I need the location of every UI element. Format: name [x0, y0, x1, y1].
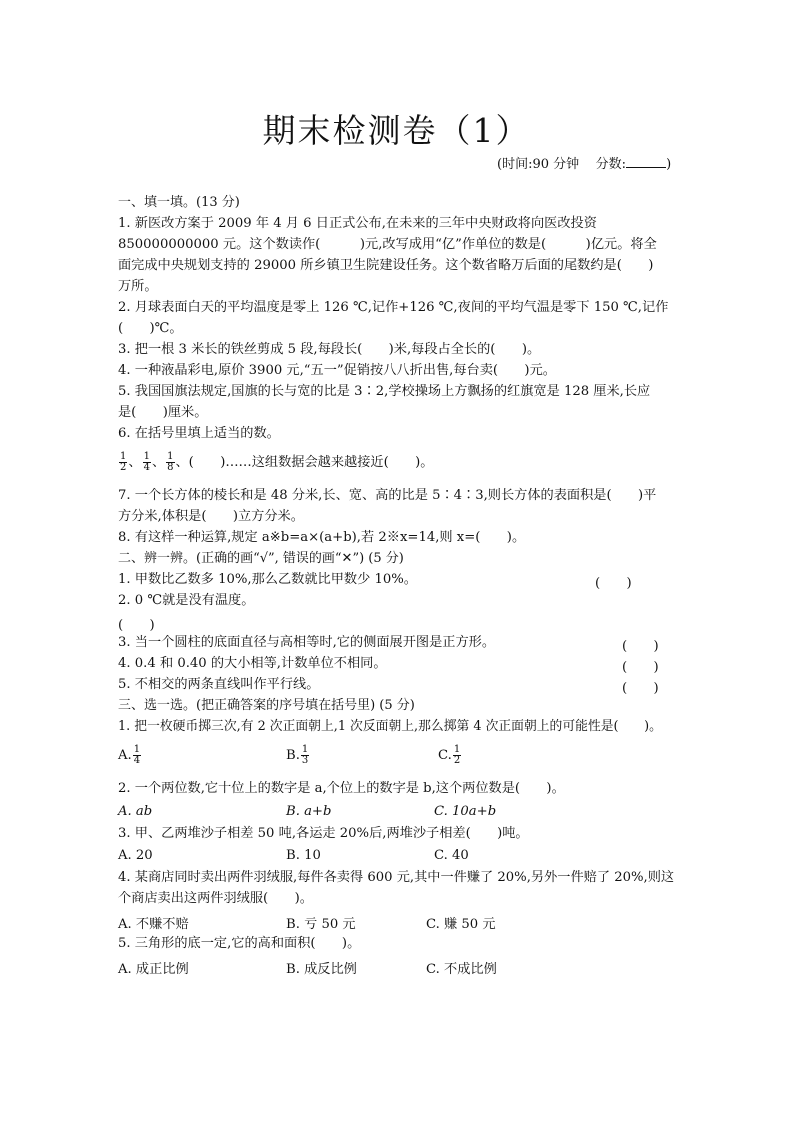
fraction: $\frac{1}{3}$: [301, 744, 309, 766]
meta-close: ): [666, 157, 672, 172]
option-a: A. 20: [118, 848, 153, 863]
q8: 8. 有这样一种运算,规定 a※b=a×(a+b),若 2※x=14,则 x=( )。: [118, 530, 526, 545]
answer-paren: ( ): [595, 576, 632, 591]
q1-line1: 1. 新医改方案于 2009 年 4 月 6 日正式公布,在未来的三年中央财政将向医改投资: [118, 216, 597, 231]
exam-meta: [497, 153, 671, 172]
section-3-header: 三、选一选。(把正确答案的序号填在括号里) (5 分): [118, 698, 415, 713]
q7-line1: 7. 一个长方体的棱长和是 48 分米,长、宽、高的比是 5∶4∶3,则长方体的表面积是( )平: [118, 488, 657, 503]
time-info: (时间:90 分钟: [497, 157, 580, 172]
q6: 6. 在括号里填上适当的数。: [118, 426, 280, 441]
option-b: B. $\frac{1}{3}$: [286, 744, 309, 766]
score-blank: [626, 155, 666, 168]
answer-paren: ( ): [622, 660, 659, 675]
section-1-header: 一、填一填。(13 分): [118, 195, 240, 210]
option-b: B. 亏 50 元: [286, 917, 356, 932]
option-c: C. 赚 50 元: [426, 917, 496, 932]
q3: 3. 把一根 3 米长的铁丝剪成 5 段,每段长( )米,每段占全长的( )。: [118, 342, 541, 357]
option-c: C. 40: [434, 848, 469, 863]
q4: 4. 一种液晶彩电,原价 3900 元,“五一”促销按八八折出售,每台卖( )元。: [118, 363, 556, 378]
answer-paren: ( ): [622, 639, 659, 654]
q6-tail: 、( )……这组数据会越来越接近( )。: [175, 455, 434, 470]
q2-line1: 2. 月球表面白天的平均温度是零上 126 ℃,记作+126 ℃,夜间的平均气温是零下 150 ℃,记作: [118, 300, 669, 315]
judge-item-4: 4. 0.4 和 0.40 的大小相等,计数单位不相同。: [118, 656, 387, 671]
q5-line2: 是( )厘米。: [118, 405, 208, 420]
page-title: 期末检测卷（1）: [262, 111, 531, 150]
choice-q4-line1: 4. 某商店同时卖出两件羽绒服,每件各卖得 600 元,其中一件赚了 20%,另外一件赔了 20%,则这: [118, 870, 675, 885]
section-2-header: 二、辨一辨。(正确的画“√”, 错误的画“✕”) (5 分): [118, 551, 404, 566]
fraction: $\frac{1}{4}$: [143, 451, 150, 473]
option-a: A. ab: [118, 804, 153, 819]
q6-sequence: $\frac{1}{2}$ 、 $\frac{1}{4}$ 、 $\frac{1}{8}$ 、( )……这组数据会越来越接近( )。: [120, 451, 434, 473]
score-label: 分数:: [595, 157, 627, 172]
choice-q3: 3. 甲、乙两堆沙子相差 50 吨,各运走 20%后,两堆沙子相差( )吨。: [118, 826, 529, 841]
option-c: C. $\frac{1}{2}$: [438, 744, 461, 766]
fraction: $\frac{1}{8}$: [167, 451, 174, 473]
choice-q5: 5. 三角形的底一定,它的高和面积( )。: [118, 936, 361, 951]
option-a: A. 不赚不赔: [118, 917, 189, 932]
q7-line2: 方分米,体积是( )立方分米。: [118, 509, 304, 524]
option-a: A. $\frac{1}{4}$: [118, 744, 141, 766]
answer-paren: ( ): [118, 618, 155, 633]
option-a: A. 成正比例: [118, 962, 189, 977]
choice-q4-line2: 个商店卖出这两件羽绒服( )。: [118, 891, 313, 906]
judge-item-3: 3. 当一个圆柱的底面直径与高相等时,它的侧面展开图是正方形。: [118, 635, 496, 650]
fraction: $\frac{1}{2}$: [453, 744, 461, 766]
judge-item-2: 2. 0 ℃就是没有温度。: [118, 593, 255, 608]
option-b: B. 成反比例: [286, 962, 357, 977]
q1-line3: 面完成中央规划支持的 29000 所乡镇卫生院建设任务。这个数省略万后面的尾数约是( ): [118, 258, 654, 273]
q1-line2: 850000000000 元。这个数读作( )元,改写成用“亿”作单位的数是( )亿元。将全: [118, 237, 657, 252]
judge-item-1: 1. 甲数比乙数多 10%,那么乙数就比甲数少 10%。: [118, 572, 417, 587]
option-b: B. a+b: [286, 804, 332, 819]
q1-line4: 万所。: [118, 279, 158, 294]
option-c: C. 10a+b: [434, 804, 497, 819]
choice-q1: 1. 把一枚硬币掷三次,有 2 次正面朝上,1 次反面朝上,那么掷第 4 次正面朝上的可能性是( )。: [118, 719, 662, 734]
answer-paren: ( ): [622, 681, 659, 696]
fraction: $\frac{1}{2}$: [120, 451, 127, 473]
option-c: C. 不成比例: [426, 962, 497, 977]
choice-q2: 2. 一个两位数,它十位上的数字是 a,个位上的数字是 b,这个两位数是( )。: [118, 781, 565, 796]
option-b: B. 10: [286, 848, 321, 863]
judge-item-5: 5. 不相交的两条直线叫作平行线。: [118, 677, 320, 692]
q5-line1: 5. 我国国旗法规定,国旗的长与宽的比是 3∶2,学校操场上方飘扬的红旗宽是 128 厘米,长应: [118, 384, 651, 399]
q2-line2: ( )℃。: [118, 321, 183, 336]
fraction: $\frac{1}{4}$: [133, 744, 141, 766]
